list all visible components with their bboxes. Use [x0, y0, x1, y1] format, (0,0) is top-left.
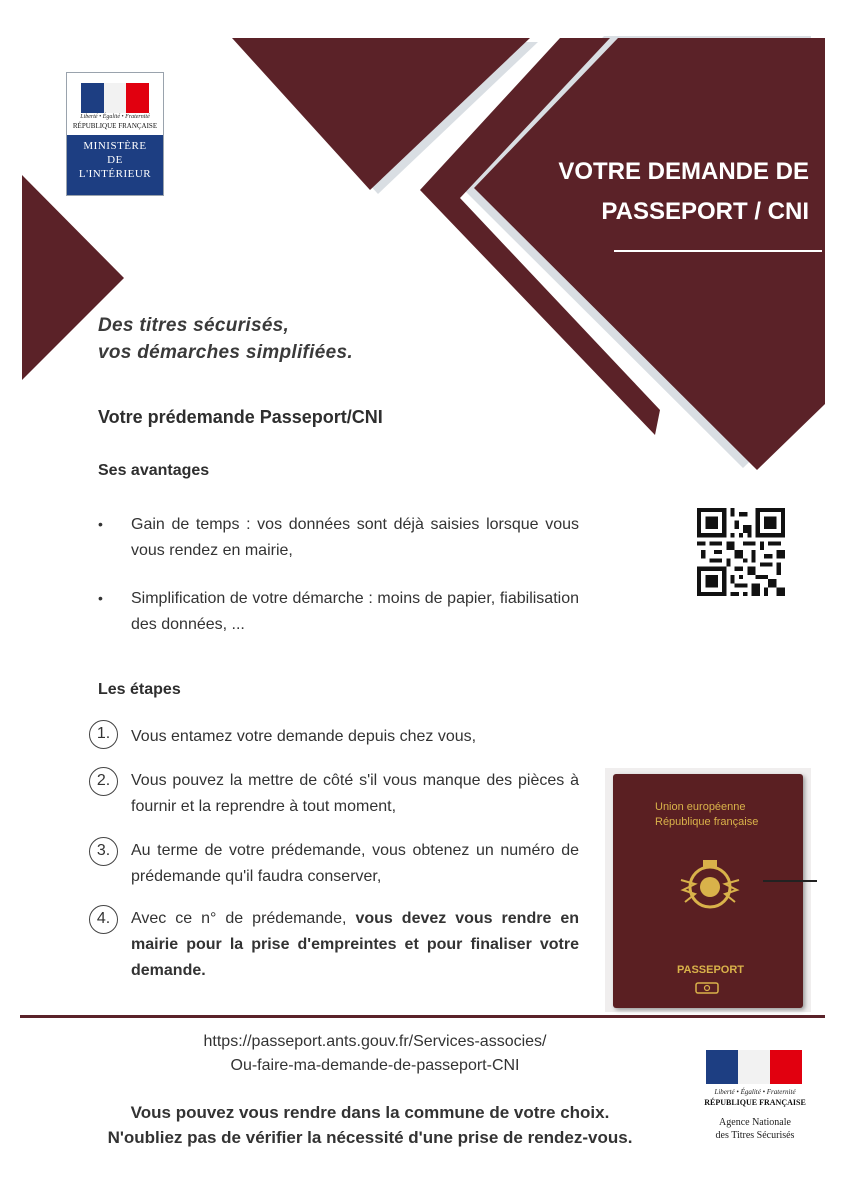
passport-line2: République française — [655, 816, 759, 828]
section-title: Votre prédemande Passeport/CNI — [98, 407, 383, 427]
step-item: Vous entamez votre demande depuis chez vous, — [131, 728, 477, 745]
website-url[interactable]: https://passeport.ants.gouv.fr/Services-associes/ Ou-faire-ma-demande-de-passeport-CNI — [203, 1033, 547, 1074]
ants-motto: Liberté • Égalité • Fraternité — [714, 1088, 796, 1096]
title-underline — [614, 250, 822, 252]
ants-agency-name: Agence Nationale des Titres Sécurisés — [715, 1117, 795, 1141]
step-item: Vous pouvez la mettre de côté s'il vous manque des pièces à fournir et la reprendre à tout moment, — [131, 772, 579, 815]
advantages-heading: Ses avantages — [98, 462, 210, 479]
advantage-item: Gain de temps : vos données sont déjà saisies lorsque vous vous rendez en mairie, — [131, 516, 579, 559]
passport-cover — [613, 774, 803, 1008]
bullet-icon: • — [98, 590, 103, 606]
step-number: 3. — [89, 837, 118, 866]
ants-republic: RÉPUBLIQUE FRANÇAISE — [704, 1098, 806, 1107]
step-item: Au terme de votre prédemande, vous obtenez un numéro de prédemande qu'il faudra conserver, — [131, 842, 579, 885]
title-line: PASSEPORT / CNI — [601, 198, 809, 225]
coat-of-arms-icon — [673, 850, 747, 924]
french-flag-icon — [706, 1050, 802, 1084]
page-title — [500, 152, 845, 232]
step-number: 4. — [89, 905, 118, 934]
separator-line — [20, 1015, 825, 1018]
ministry-name: MINISTÈRE DE L'INTÉRIEUR — [67, 135, 163, 195]
advantage-item: Simplification de votre démarche : moins de papier, fiabilisation des données, ... — [131, 590, 579, 633]
passport-band — [763, 880, 817, 882]
footer-note: Vous pouvez vous rendre dans la commune de votre choix. N'oubliez pas de vérifier la nécessité d'une prise de rendez-vous. — [107, 1103, 633, 1147]
ants-logo — [700, 1050, 810, 1145]
tagline: Des titres sécurisés, vos démarches simplifiées. — [98, 315, 353, 363]
step-item: Avec ce n° de prédemande, vous devez vous rendre en mairie pour la prise d'empreintes et pour finaliser votre demande. — [131, 910, 580, 979]
qr-code-icon — [697, 508, 785, 596]
french-flag-icon — [81, 83, 149, 113]
biometric-chip-icon — [695, 982, 719, 994]
logo-republic: RÉPUBLIQUE FRANÇAISE — [72, 122, 158, 130]
step-number: 2. — [89, 767, 118, 796]
passport-label: PASSEPORT — [677, 964, 745, 976]
step-number: 1. — [89, 720, 118, 749]
logo-motto: Liberté • Égalité • Fraternité — [80, 114, 150, 120]
bullet-icon: • — [98, 516, 103, 532]
steps-heading: Les étapes — [98, 681, 181, 698]
ministry-logo — [66, 72, 164, 196]
step-emphasis: vous devez vous rendre en mairie pour la prise d'empreintes et pour finaliser votre demande. — [131, 910, 580, 979]
passport-line1: Union européenne — [655, 801, 746, 813]
title-line: VOTRE DEMANDE DE — [558, 158, 809, 185]
passport-image — [605, 768, 811, 1012]
